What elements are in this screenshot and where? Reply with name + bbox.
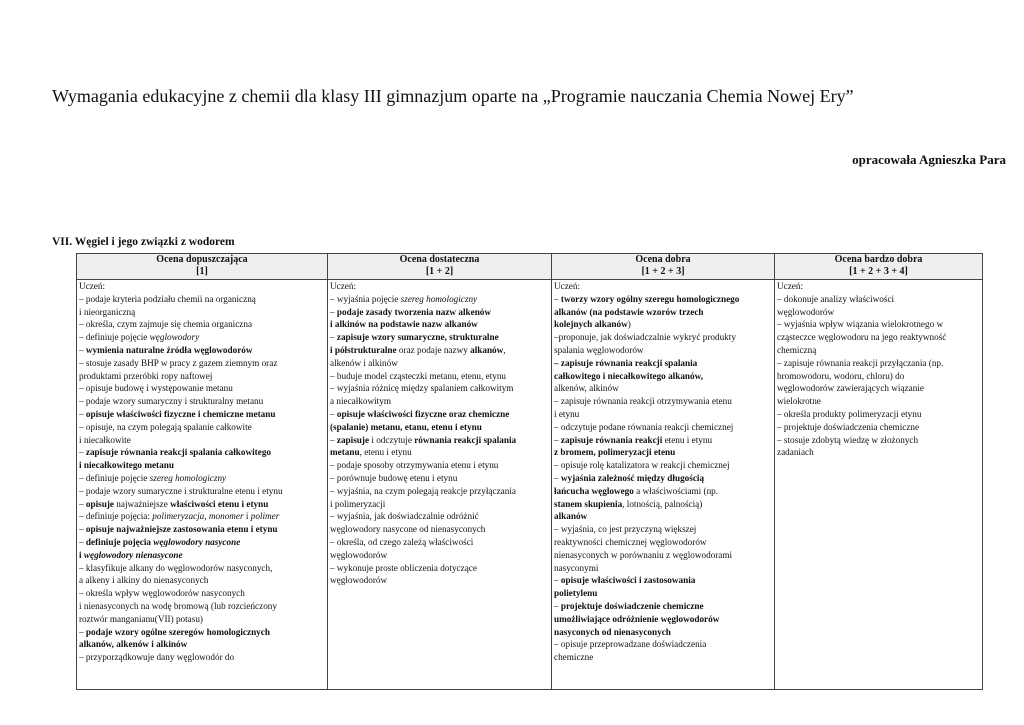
requirement-line — [79, 318, 325, 331]
requirements-cell-bardzo-dobra — [775, 280, 983, 690]
text-segment: – wykonuje proste obliczenia dotyczące — [330, 562, 477, 573]
text-segment: – wyjaśnia, na czym polegają reakcje przyłączania — [330, 485, 516, 496]
text-segment: – określa, od czego zależą właściwości — [330, 536, 474, 547]
text-segment: – wyjaśnia wpływ wiązania wielokrotnego w — [777, 319, 944, 330]
requirement-line — [79, 446, 325, 459]
text-segment: – podaje sposoby otrzymywania etenu i etynu — [330, 460, 499, 471]
text-segment: węglowodorów — [777, 306, 835, 317]
requirement-line — [777, 395, 980, 408]
text-segment: projektuje doświadczenie chemiczne — [560, 600, 704, 611]
requirement-line — [79, 626, 325, 639]
requirement-line — [79, 523, 325, 536]
text-segment: opisuje właściwości fizyczne oraz chemiczne — [336, 408, 510, 419]
text-segment: – stosuje zdobytą wiedzę w złożonych — [777, 434, 919, 445]
requirement-line — [79, 613, 325, 626]
text-segment: – — [79, 536, 86, 547]
requirement-line — [777, 382, 980, 395]
requirement-line — [330, 306, 549, 319]
requirement-line — [330, 498, 549, 511]
requirement-line — [554, 357, 772, 370]
text-segment: i polimeryzacji — [330, 498, 386, 509]
text-segment: – — [554, 575, 561, 586]
text-segment: opisuje — [85, 498, 114, 509]
grade-scale: [1] — [196, 266, 208, 277]
requirement-line — [79, 574, 325, 587]
text-segment: nasyconymi — [554, 562, 599, 573]
requirement-line — [554, 510, 772, 523]
requirement-line — [330, 434, 549, 447]
requirement-line — [777, 331, 980, 344]
text-segment: i — [79, 549, 84, 560]
text-segment: zapisuje wzory sumaryczne, strukturalne — [336, 332, 499, 343]
requirement-line — [79, 587, 325, 600]
requirement-line — [554, 408, 772, 421]
text-segment: (spalanie) metanu, etanu, etenu i etynu — [330, 421, 482, 432]
requirement-line — [79, 395, 325, 408]
text-segment: alkenów, alkinów — [554, 383, 619, 394]
requirement-line — [554, 626, 772, 639]
text-segment: i nienasyconych na wodę bromową (lub rozcieńczony — [79, 600, 277, 611]
text-segment: – — [79, 626, 86, 637]
grade-header — [77, 254, 328, 280]
text-segment: chemiczne — [554, 652, 594, 663]
requirement-line — [554, 318, 772, 331]
text-segment: i niecałkowite — [79, 434, 131, 445]
text-segment: nienasyconych w porównaniu z węglowodorami — [554, 549, 733, 560]
requirement-line — [554, 638, 772, 651]
text-segment: węglowodory nasycone od nienasyconych — [330, 524, 486, 535]
text-segment: szereg homologiczny — [400, 293, 478, 304]
text-segment: zapisuje równania reakcji — [560, 434, 663, 445]
requirement-line — [330, 357, 549, 370]
text-segment: – — [330, 306, 337, 317]
text-segment: – wyjaśnia, jak doświadczalnie odróżnić — [330, 511, 479, 522]
requirement-line — [79, 562, 325, 575]
text-segment: alkenów i alkinów — [330, 357, 398, 368]
author-line: opracowała Agnieszka Para — [852, 152, 1006, 167]
text-segment: , — [204, 511, 209, 522]
text-segment: szereg homologiczny — [149, 472, 227, 483]
text-segment: – dokonuje analizy właściwości — [777, 293, 895, 304]
requirement-line — [554, 344, 772, 357]
text-segment: bromowodoru, wodoru, chloru) do — [777, 370, 905, 381]
text-segment: – określa wpływ węglowodorów nasyconych — [79, 588, 245, 599]
text-segment: – — [554, 293, 561, 304]
text-segment: produktami przeróbki ropy naftowej — [79, 370, 213, 381]
text-segment: i etynu — [554, 408, 580, 419]
text-segment: – określa produkty polimeryzacji etynu — [777, 408, 922, 419]
table-header-row — [77, 254, 983, 280]
requirement-line — [330, 523, 549, 536]
requirement-line — [79, 434, 325, 447]
text-segment: alkanów, alkenów i alkinów — [79, 639, 188, 650]
text-segment: chemiczną — [777, 344, 817, 355]
text-segment: węglowodorów — [330, 575, 388, 586]
text-segment: – — [330, 408, 337, 419]
requirement-line — [777, 434, 980, 447]
text-segment: węglowodory — [149, 332, 200, 343]
grade-header — [775, 254, 983, 280]
section-heading: VII. Węgiel i jego związki z wodorem — [52, 236, 235, 248]
requirement-line — [777, 357, 980, 370]
text-segment: roztwór manganianu(VII) potasu) — [79, 613, 203, 624]
requirement-line — [79, 331, 325, 344]
text-segment: stanem skupienia — [554, 498, 623, 509]
text-segment: –proponuje, jak doświadczalnie wykryć produkty — [554, 332, 736, 343]
requirement-line — [330, 562, 549, 575]
requirement-line — [79, 370, 325, 383]
requirement-line — [777, 318, 980, 331]
text-segment: a niecałkowitym — [330, 396, 391, 407]
requirement-line — [330, 408, 549, 421]
text-segment: , etenu i etynu — [359, 447, 412, 458]
requirement-line — [79, 549, 325, 562]
text-segment: wyjaśnia zależność między długością — [560, 472, 705, 483]
requirement-line — [554, 446, 772, 459]
text-segment: – porównuje budowę etenu i etynu — [330, 472, 458, 483]
text-segment: – opisuje rolę katalizatora w reakcji chemicznej — [554, 460, 730, 471]
text-segment: łańcucha węglowego — [554, 485, 634, 496]
requirement-line — [554, 293, 772, 306]
requirement-line — [330, 395, 549, 408]
requirement-line — [79, 498, 325, 511]
text-segment: metanu — [330, 447, 360, 458]
document-title: Wymagania edukacyjne z chemii dla klasy III gimnazjum oparte na „Programie nauczania Chemia Nowej Ery” — [52, 86, 854, 106]
requirement-line — [79, 510, 325, 523]
text-segment: i niecałkowitego metanu — [79, 460, 174, 471]
text-segment: – opisuje budowę i występowanie metanu — [79, 383, 233, 394]
text-segment: zadaniach — [777, 447, 814, 458]
requirement-line — [79, 600, 325, 613]
text-segment: całkowitego i niecałkowitego alkanów, — [554, 370, 704, 381]
requirement-line — [330, 485, 549, 498]
requirement-line — [554, 574, 772, 587]
text-segment: cząsteczce węglowodoru na jego reaktywność — [777, 332, 947, 343]
text-segment: – — [79, 498, 86, 509]
text-segment: polimer — [250, 511, 280, 522]
requirement-line — [330, 536, 549, 549]
requirement-line — [554, 562, 772, 575]
text-segment: zapisuje równania reakcji spalania całkowitego — [85, 447, 272, 458]
grade-scale: [1 + 2 + 3 + 4] — [849, 266, 908, 277]
requirements-cell-dobra — [552, 280, 775, 690]
requirement-line — [79, 485, 325, 498]
requirement-line — [777, 306, 980, 319]
requirement-line — [554, 331, 772, 344]
requirement-line — [79, 357, 325, 370]
text-segment: opisuje właściwości i zastosowania — [560, 575, 696, 586]
text-segment: węglowodory nasycone — [153, 536, 241, 547]
text-segment: i nieorganiczną — [79, 306, 136, 317]
text-segment: alkanów (na podstawie wzorów trzech — [554, 306, 704, 317]
requirement-line — [554, 421, 772, 434]
text-segment: najważniejsze — [113, 498, 171, 509]
text-segment: równania reakcji spalania — [414, 434, 517, 445]
requirement-line — [554, 549, 772, 562]
requirement-line — [554, 382, 772, 395]
requirement-line — [554, 498, 772, 511]
text-segment: Uczeń: — [777, 281, 804, 291]
text-segment: i — [243, 511, 251, 522]
text-segment: i alkinów na podstawie nazw alkanów — [330, 319, 478, 330]
text-segment: a alkeny i alkiny do nienasyconych — [79, 575, 209, 586]
text-segment: opisuje najważniejsze zastosowania etenu i etynu — [85, 524, 278, 535]
requirements-row — [77, 280, 983, 690]
requirement-line — [330, 510, 549, 523]
text-segment: – — [79, 408, 86, 419]
grade-name: Ocena dopuszczająca — [156, 254, 248, 265]
text-segment: definiuje pojęcia — [85, 536, 154, 547]
requirement-line — [777, 280, 980, 293]
text-segment: wielokrotne — [777, 396, 821, 407]
requirement-line — [777, 293, 980, 306]
text-segment: – przyporządkowuje dany węglowodór do — [79, 652, 235, 663]
requirement-line — [79, 344, 325, 357]
text-segment: – podaje wzory sumaryczne i strukturalne etenu i etynu — [79, 485, 283, 496]
requirement-line — [79, 472, 325, 485]
text-segment: – klasyfikuje alkany do węglowodorów nasyconych, — [79, 562, 273, 573]
grade-header — [328, 254, 552, 280]
text-segment: oraz podaje nazwy — [396, 344, 471, 355]
text-segment: monomer — [208, 511, 244, 522]
requirement-line — [330, 459, 549, 472]
text-segment: – odczytuje podane równania reakcji chemicznej — [554, 421, 734, 432]
text-segment: – wyjaśnia, co jest przyczyną większej — [554, 524, 697, 535]
requirement-line — [330, 293, 549, 306]
text-segment: ) — [627, 319, 631, 330]
requirement-line — [79, 651, 325, 664]
text-segment: wymienia naturalne źródła węglowodorów — [85, 344, 253, 355]
requirement-line — [554, 536, 772, 549]
requirement-line — [330, 318, 549, 331]
requirement-line — [777, 446, 980, 459]
text-segment: z bromem, polimeryzacji etenu — [554, 447, 676, 458]
grade-name: Ocena dobra — [635, 254, 691, 265]
text-segment: – — [79, 447, 86, 458]
requirement-line — [554, 306, 772, 319]
text-segment: – — [554, 434, 561, 445]
text-segment: – stosuje zasady BHP w pracy z gazem ziemnym oraz — [79, 357, 278, 368]
requirement-line — [79, 638, 325, 651]
text-segment: etenu i etynu — [662, 434, 713, 445]
requirement-line — [777, 370, 980, 383]
text-segment: alkanów — [470, 344, 504, 355]
text-segment: i półstrukturalne — [330, 344, 397, 355]
text-segment: opisuje właściwości fizyczne i chemiczne metanu — [85, 408, 276, 419]
text-segment: – — [554, 472, 561, 483]
requirements-table — [76, 253, 983, 690]
text-segment: , — [503, 344, 506, 355]
requirement-line — [777, 408, 980, 421]
text-segment: – — [554, 600, 561, 611]
requirement-line — [79, 408, 325, 421]
text-segment: – podaje wzory sumaryczny i strukturalny metanu — [79, 396, 264, 407]
requirement-line — [79, 280, 325, 293]
text-segment: polimeryzacja — [152, 511, 205, 522]
requirement-line — [79, 459, 325, 472]
text-segment: nasyconych od nienasyconych — [554, 626, 671, 637]
text-segment: – — [79, 524, 86, 535]
text-segment: – opisuje przeprowadzane doświadczenia — [554, 639, 707, 650]
text-segment: alkanów — [554, 511, 588, 522]
text-segment: podaje wzory ogólne szeregów homologicznych — [85, 626, 270, 637]
requirement-line — [330, 421, 549, 434]
text-segment: – — [330, 434, 337, 445]
requirement-line — [554, 587, 772, 600]
text-segment: – definiuje pojęcie — [79, 332, 150, 343]
text-segment: tworzy wzory ogólny szeregu homologicznego — [560, 293, 740, 304]
text-segment: , lotnością, palnością) — [622, 498, 703, 509]
text-segment: polietylenu — [554, 588, 598, 599]
text-segment: węglowodorów — [330, 549, 388, 560]
requirement-line — [330, 574, 549, 587]
text-segment: Uczeń: — [554, 281, 581, 291]
requirements-cell-dopuszczajaca — [77, 280, 328, 690]
text-segment: zapisuje — [336, 434, 370, 445]
grade-scale: [1 + 2] — [425, 266, 454, 277]
grade-name: Ocena dostateczna — [399, 254, 480, 265]
text-segment: – definiuje pojęcia: — [79, 511, 153, 522]
requirement-line — [554, 434, 772, 447]
requirement-line — [79, 536, 325, 549]
text-segment: – zapisuje równania reakcji przyłączania (np. — [777, 357, 944, 368]
requirement-line — [777, 421, 980, 434]
text-segment: podaje zasady tworzenia nazw alkenów — [336, 306, 492, 317]
requirement-line — [554, 370, 772, 383]
text-segment: – — [330, 332, 337, 343]
text-segment: – zapisuje równania reakcji otrzymywania etenu — [554, 396, 732, 407]
requirement-line — [330, 331, 549, 344]
requirement-line — [554, 485, 772, 498]
requirement-line — [330, 344, 549, 357]
requirement-line — [330, 446, 549, 459]
requirement-line — [777, 344, 980, 357]
text-segment: węglowodorów zawierających wiązanie — [777, 383, 924, 394]
text-segment: spalania węglowodorów — [554, 344, 644, 355]
requirement-line — [554, 459, 772, 472]
text-segment: – zapisuje równania reakcji spalania — [554, 357, 698, 368]
text-segment: właściwości etenu i etynu — [170, 498, 269, 509]
text-segment: umożliwiające odróżnienie węglowodorów — [554, 613, 720, 624]
grade-header — [552, 254, 775, 280]
requirement-line — [554, 280, 772, 293]
requirement-line — [330, 370, 549, 383]
requirement-line — [79, 293, 325, 306]
text-segment: i odczytuje — [369, 434, 415, 445]
text-segment: Uczeń: — [330, 281, 357, 291]
grade-name: Ocena bardzo dobra — [834, 254, 923, 265]
text-segment: – — [79, 344, 86, 355]
text-segment: – definiuje pojęcie — [79, 472, 150, 483]
requirement-line — [330, 382, 549, 395]
requirement-line — [330, 472, 549, 485]
requirement-line — [330, 549, 549, 562]
requirement-line — [554, 651, 772, 664]
text-segment: kolejnych alkanów — [554, 319, 628, 330]
requirement-line — [554, 523, 772, 536]
requirement-line — [330, 280, 549, 293]
requirement-line — [79, 382, 325, 395]
text-segment: – wyjaśnia różnicę między spalaniem całkowitym — [330, 383, 514, 394]
text-segment: – podaje kryteria podziału chemii na organiczną — [79, 293, 256, 304]
requirement-line — [554, 613, 772, 626]
requirement-line — [79, 306, 325, 319]
text-segment: a właściwościami (np. — [633, 485, 719, 496]
requirement-line — [554, 472, 772, 485]
text-segment: węglowodory nienasycone — [83, 549, 183, 560]
text-segment: – projektuje doświadczenia chemiczne — [777, 421, 920, 432]
text-segment: reaktywności chemicznej węglowodorów — [554, 536, 707, 547]
requirement-line — [79, 421, 325, 434]
requirements-cell-dostateczna — [328, 280, 552, 690]
text-segment: Uczeń: — [79, 281, 106, 291]
text-segment: – buduje model cząsteczki metanu, etenu, etynu — [330, 370, 507, 381]
grade-scale: [1 + 2 + 3] — [641, 266, 685, 277]
requirement-line — [554, 395, 772, 408]
text-segment: – określa, czym zajmuje się chemia organiczna — [79, 319, 253, 330]
text-segment: – opisuje, na czym polegają spalanie całkowite — [79, 421, 252, 432]
text-segment: – wyjaśnia pojęcie — [330, 293, 401, 304]
requirement-line — [554, 600, 772, 613]
